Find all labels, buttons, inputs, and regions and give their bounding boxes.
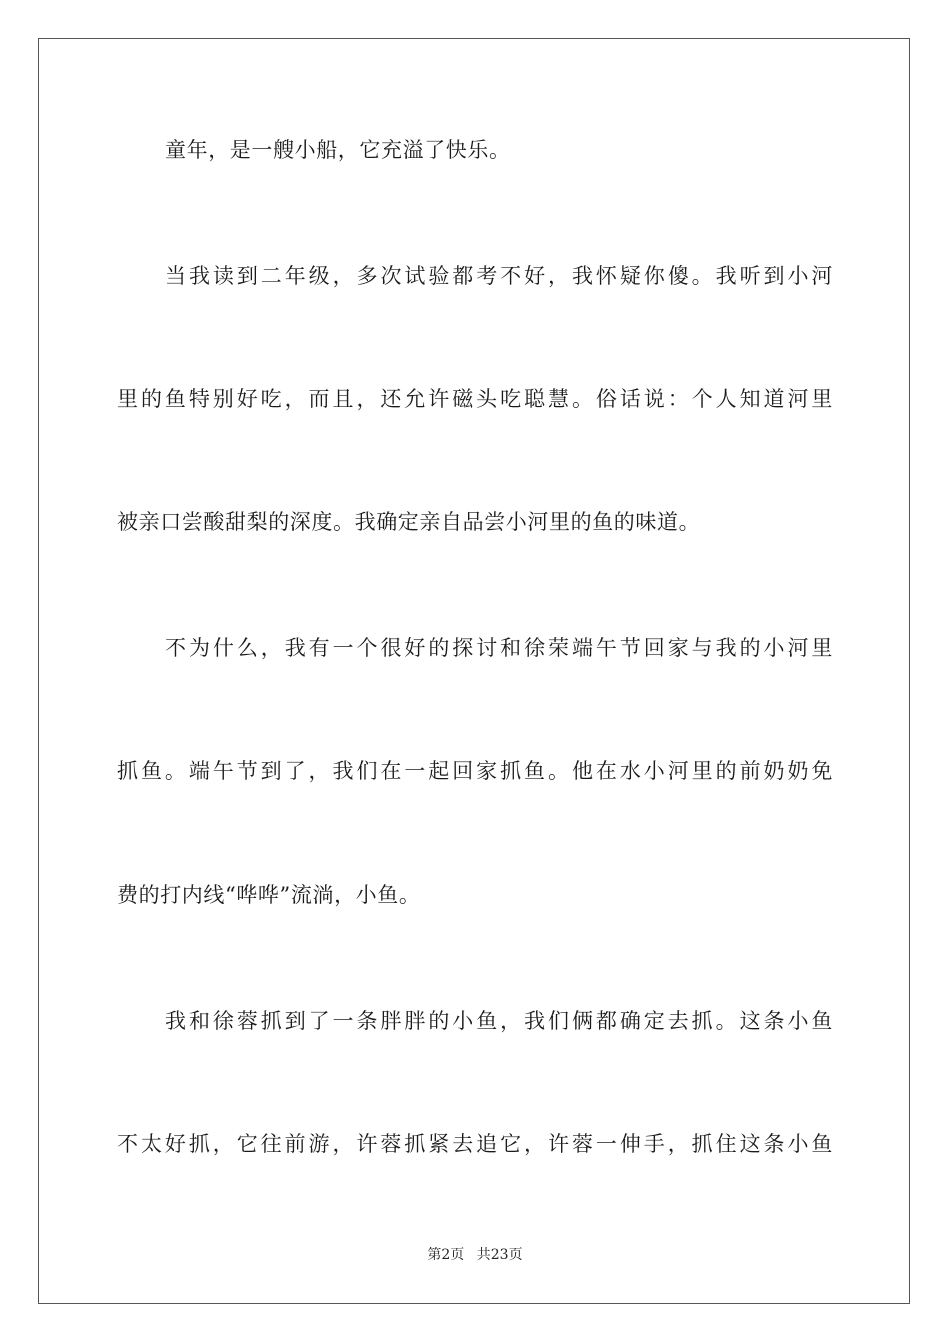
paragraph-line: 里的鱼特别好吃，而且，还允许磁头吃聪慧。俗话说：个人知道河里 — [117, 387, 833, 411]
page-total: 共23页 — [476, 1247, 523, 1263]
paragraph-line: 我和徐蓉抓到了一条胖胖的小鱼，我们俩都确定去抓。这条小鱼 — [165, 1009, 833, 1033]
paragraph-line: 童年，是一艘小船，它充溢了快乐。 — [165, 138, 511, 162]
paragraph-line: 费的打内线“哗哗”流淌，小鱼。 — [117, 883, 421, 907]
page-number: 第2页 — [427, 1247, 465, 1263]
paragraph-line: 不太好抓，它往前游，许蓉抓紧去追它，许蓉一伸手，抓住这条小鱼 — [117, 1132, 833, 1156]
paragraph-line: 当我读到二年级，多次试验都考不好，我怀疑你傻。我听到小河 — [165, 264, 833, 288]
paragraph-line: 被亲口尝酸甜梨的深度。我确定亲自品尝小河里的鱼的味道。 — [117, 510, 701, 534]
page-border — [38, 38, 910, 1304]
page-footer — [0, 1244, 950, 1264]
paragraph-line: 不为什么，我有一个很好的探讨和徐荣端午节回家与我的小河里 — [165, 636, 833, 660]
paragraph-line: 抓鱼。端午节到了，我们在一起回家抓鱼。他在水小河里的前奶奶免 — [117, 759, 833, 783]
